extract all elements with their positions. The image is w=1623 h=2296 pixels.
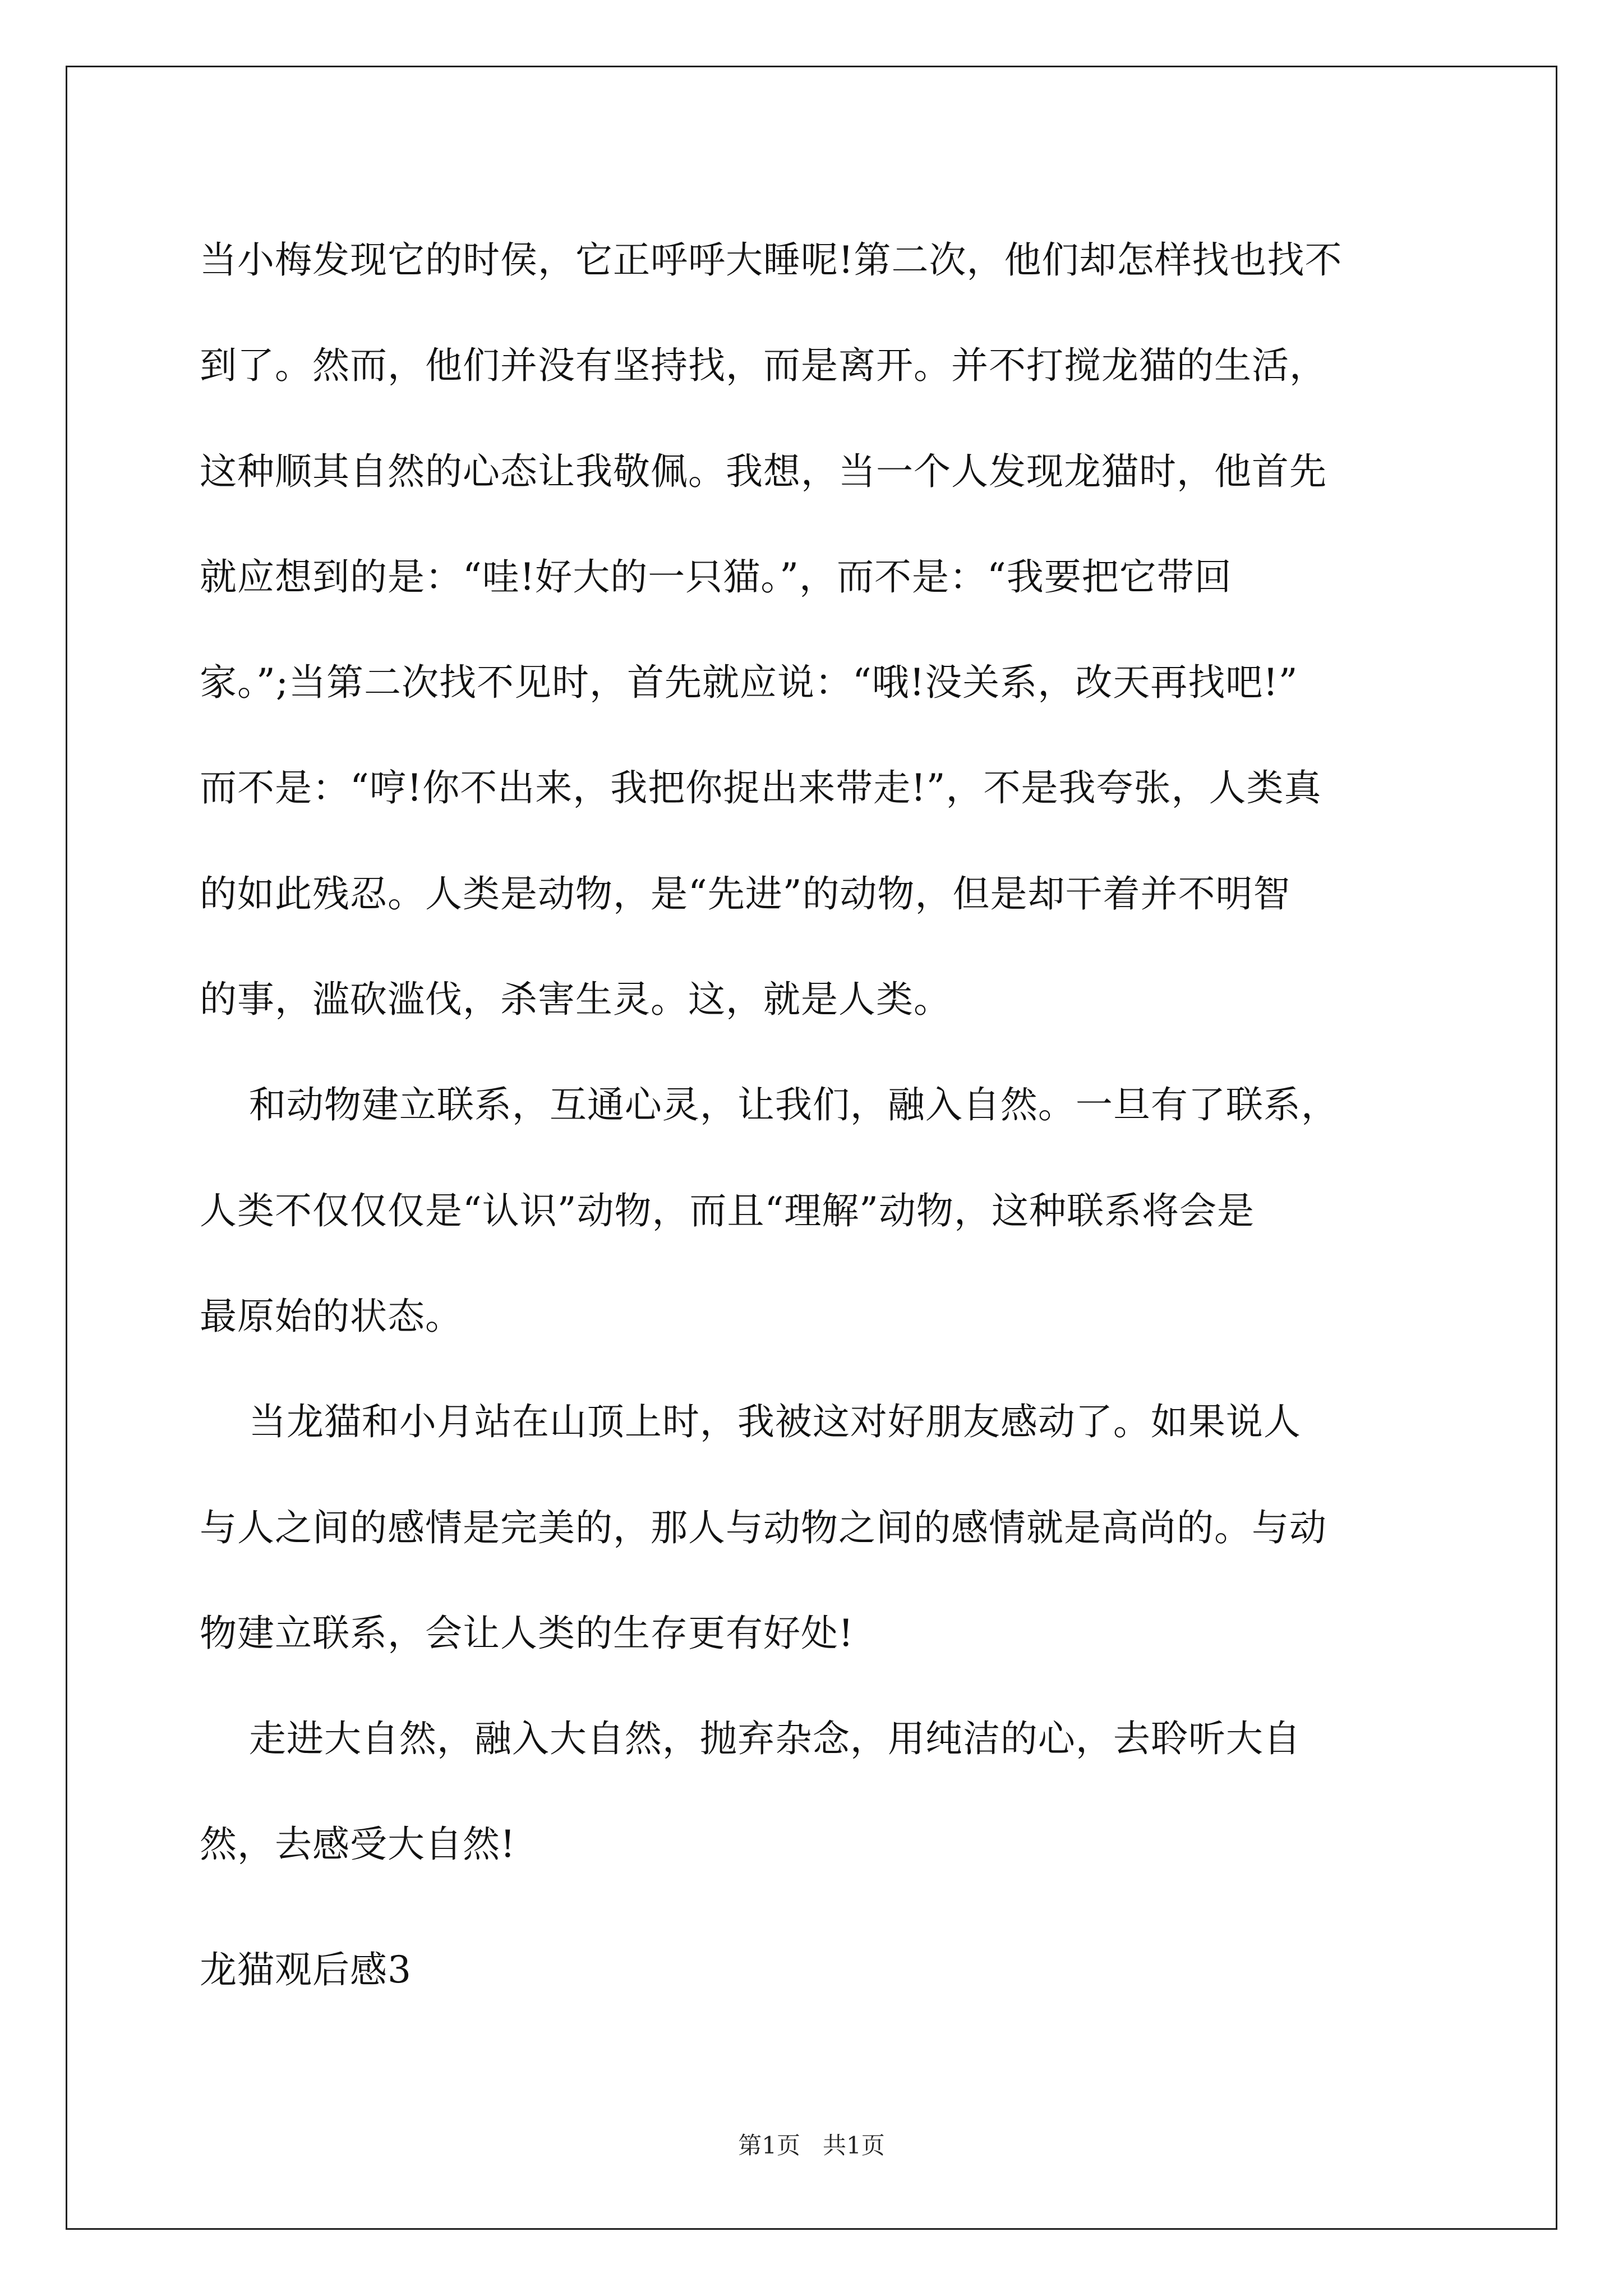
text-line: 最原始的状态。 xyxy=(200,1294,463,1338)
page-footer: 第1页 共1页 xyxy=(738,2132,885,2159)
text-line: 家。”;当第二次找不见时，首先就应说：“哦!没关系，改天再找吧!” xyxy=(200,661,1298,705)
text-line: 和动物建立联系，互通心灵，让我们，融入自然。一旦有了联系， xyxy=(200,1083,1339,1127)
text-line: 与人之间的感情是完美的，那人与动物之间的感情就是高尚的。与动 xyxy=(200,1506,1327,1549)
section-heading: 龙猫观后感3 xyxy=(200,1948,412,1991)
text-line: 到了。然而，他们并没有坚持找，而是离开。并不打搅龙猫的生活， xyxy=(200,344,1327,388)
text-line: 人类不仅仅仅是“认识”动物，而且“理解”动物，这种联系将会是 xyxy=(200,1189,1255,1232)
text-line: 当龙猫和小月站在山顶上时，我被这对好朋友感动了。如果说人 xyxy=(200,1400,1301,1444)
text-line: 这种顺其自然的心态让我敬佩。我想，当一个人发现龙猫时，他首先 xyxy=(200,449,1327,493)
text-line: 物建立联系，会让人类的生存更有好处! xyxy=(200,1611,854,1655)
text-line: 就应想到的是：“哇!好大的一只猫。”，而不是：“我要把它带回 xyxy=(200,555,1232,599)
text-line: 而不是：“哼!你不出来，我把你捉出来带走!”，不是我夸张，人类真 xyxy=(200,766,1322,810)
text-line: 的事，滥砍滥伐，杀害生灵。这，就是人类。 xyxy=(200,978,951,1022)
text-line: 然，去感受大自然! xyxy=(200,1823,516,1866)
text-line: 走进大自然，融入大自然，抛弃杂念，用纯洁的心，去聆听大自 xyxy=(200,1717,1301,1761)
text-line: 的如此残忍。人类是动物，是“先进”的动物，但是却干着并不明智 xyxy=(200,872,1291,915)
text-line: 当小梅发现它的时侯，它正呼呼大睡呢!第二次，他们却怎样找也找不 xyxy=(200,238,1343,282)
essay-body xyxy=(200,208,1433,1898)
